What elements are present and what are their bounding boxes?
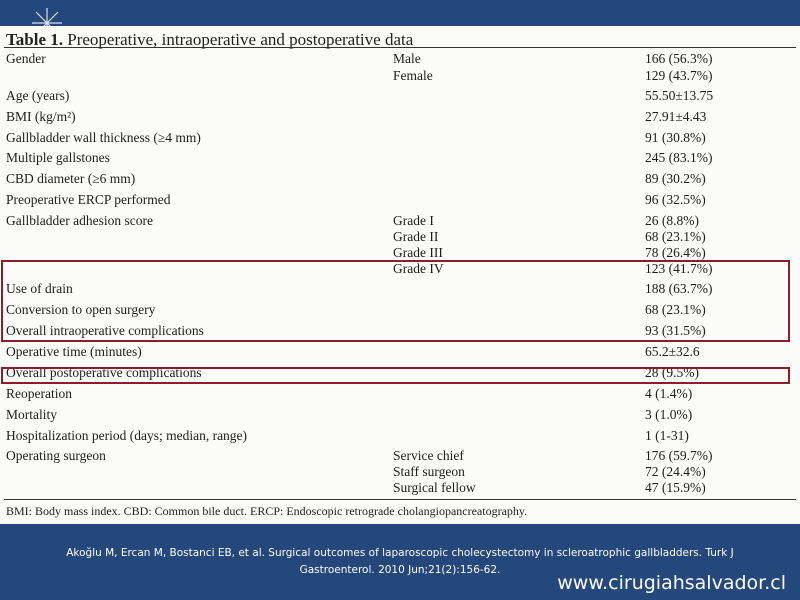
table-cell-c2: Male <box>393 51 421 66</box>
citation-line-2: Gastroenterol. 2010 Jun;21(2):156-62. <box>299 564 501 576</box>
table-cell-c3: 78 (26.4%) <box>645 245 706 260</box>
highlight-box-intraoperative <box>1 260 790 342</box>
table-cell-c3: 93 (31.5%) <box>645 323 706 338</box>
table-cell-c2: Service chief <box>393 448 464 463</box>
table-cell-c2: Female <box>393 68 433 83</box>
table-cell-c1: Overall postoperative complications <box>6 365 202 380</box>
table-cell-c1: CBD diameter (≥6 mm) <box>6 171 136 186</box>
table-cell-c3: 96 (32.5%) <box>645 192 706 207</box>
table-cell-c2: Grade III <box>393 245 443 260</box>
table-cell-c3: 176 (59.7%) <box>645 448 713 463</box>
table-cell-c3: 89 (30.2%) <box>645 171 706 186</box>
table-cell-c1: Hospitalization period (days; median, range) <box>6 428 248 443</box>
table-cell-c3: 27.91±4.43 <box>645 109 707 124</box>
table-cell-c3: 3 (1.0%) <box>645 407 693 422</box>
table-title-text: Preoperative, intraoperative and postoperative data <box>63 30 414 49</box>
table-title-number: Table 1. <box>6 30 64 49</box>
table-cell-c3: 55.50±13.75 <box>645 88 714 103</box>
table-footnote: BMI: Body mass index. CBD: Common bile duct. ERCP: Endoscopic retrograde cholangiopancreatography. <box>6 504 528 518</box>
table-cell-c3: 91 (30.8%) <box>645 130 706 145</box>
bottom-rule <box>4 499 796 500</box>
table-cell-c1: Gallbladder wall thickness (≥4 mm) <box>6 130 201 145</box>
highlight-box-postoperative <box>1 367 790 384</box>
citation-line-1: Akoğlu M, Ercan M, Bostanci EB, et al. Surgical outcomes of laparoscopic cholecystectomy in scleroatrophic gallbladders. Turk J <box>66 547 734 559</box>
table-cell-c3: 245 (83.1%) <box>645 150 713 165</box>
table-cell-c2: Grade IV <box>393 261 444 276</box>
table-cell-c3: 28 (9.5%) <box>645 365 699 380</box>
table-cell-c1: Preoperative ERCP performed <box>6 192 171 207</box>
table-cell-c1: Mortality <box>6 407 57 422</box>
table-cell-c3: 26 (8.8%) <box>645 213 699 228</box>
table-cell-c1: Multiple gallstones <box>6 150 110 165</box>
table-cell-c2: Grade II <box>393 229 439 244</box>
table-cell-c3: 72 (24.4%) <box>645 464 706 479</box>
table-cell-c3: 1 (1-31) <box>645 428 689 443</box>
table-cell-c1: BMI (kg/m²) <box>6 109 76 124</box>
table-cell-c3: 166 (56.3%) <box>645 51 713 66</box>
table-cell-c3: 4 (1.4%) <box>645 386 693 401</box>
title-rule <box>4 47 796 48</box>
table-sheet <box>0 26 800 524</box>
table-cell-c3: 123 (41.7%) <box>645 261 713 276</box>
table-cell-c3: 68 (23.1%) <box>645 229 706 244</box>
table-cell-c2: Staff surgeon <box>393 464 465 479</box>
table-cell-c2: Grade I <box>393 213 434 228</box>
table-cell-c1: Overall intraoperative complications <box>6 323 204 338</box>
table-cell-c1: Use of drain <box>6 281 73 296</box>
table-cell-c1: Operative time (minutes) <box>6 344 142 359</box>
table-cell-c3: 68 (23.1%) <box>645 302 706 317</box>
table-cell-c1: Gender <box>6 51 46 66</box>
table-cell-c2: Surgical fellow <box>393 480 476 495</box>
table-cell-c1: Gallbladder adhesion score <box>6 213 153 228</box>
table-cell-c3: 129 (43.7%) <box>645 68 713 83</box>
table-cell-c3: 47 (15.9%) <box>645 480 706 495</box>
table-cell-c1: Age (years) <box>6 88 70 103</box>
table-cell-c1: Operating surgeon <box>6 448 106 463</box>
table-cell-c3: 65.2±32.6 <box>645 344 700 359</box>
table-cell-c1: Reoperation <box>6 386 72 401</box>
table-cell-c3: 188 (63.7%) <box>645 281 713 296</box>
website-url: www.cirugiahsalvador.cl <box>557 572 786 594</box>
table-cell-c1: Conversion to open surgery <box>6 302 156 317</box>
